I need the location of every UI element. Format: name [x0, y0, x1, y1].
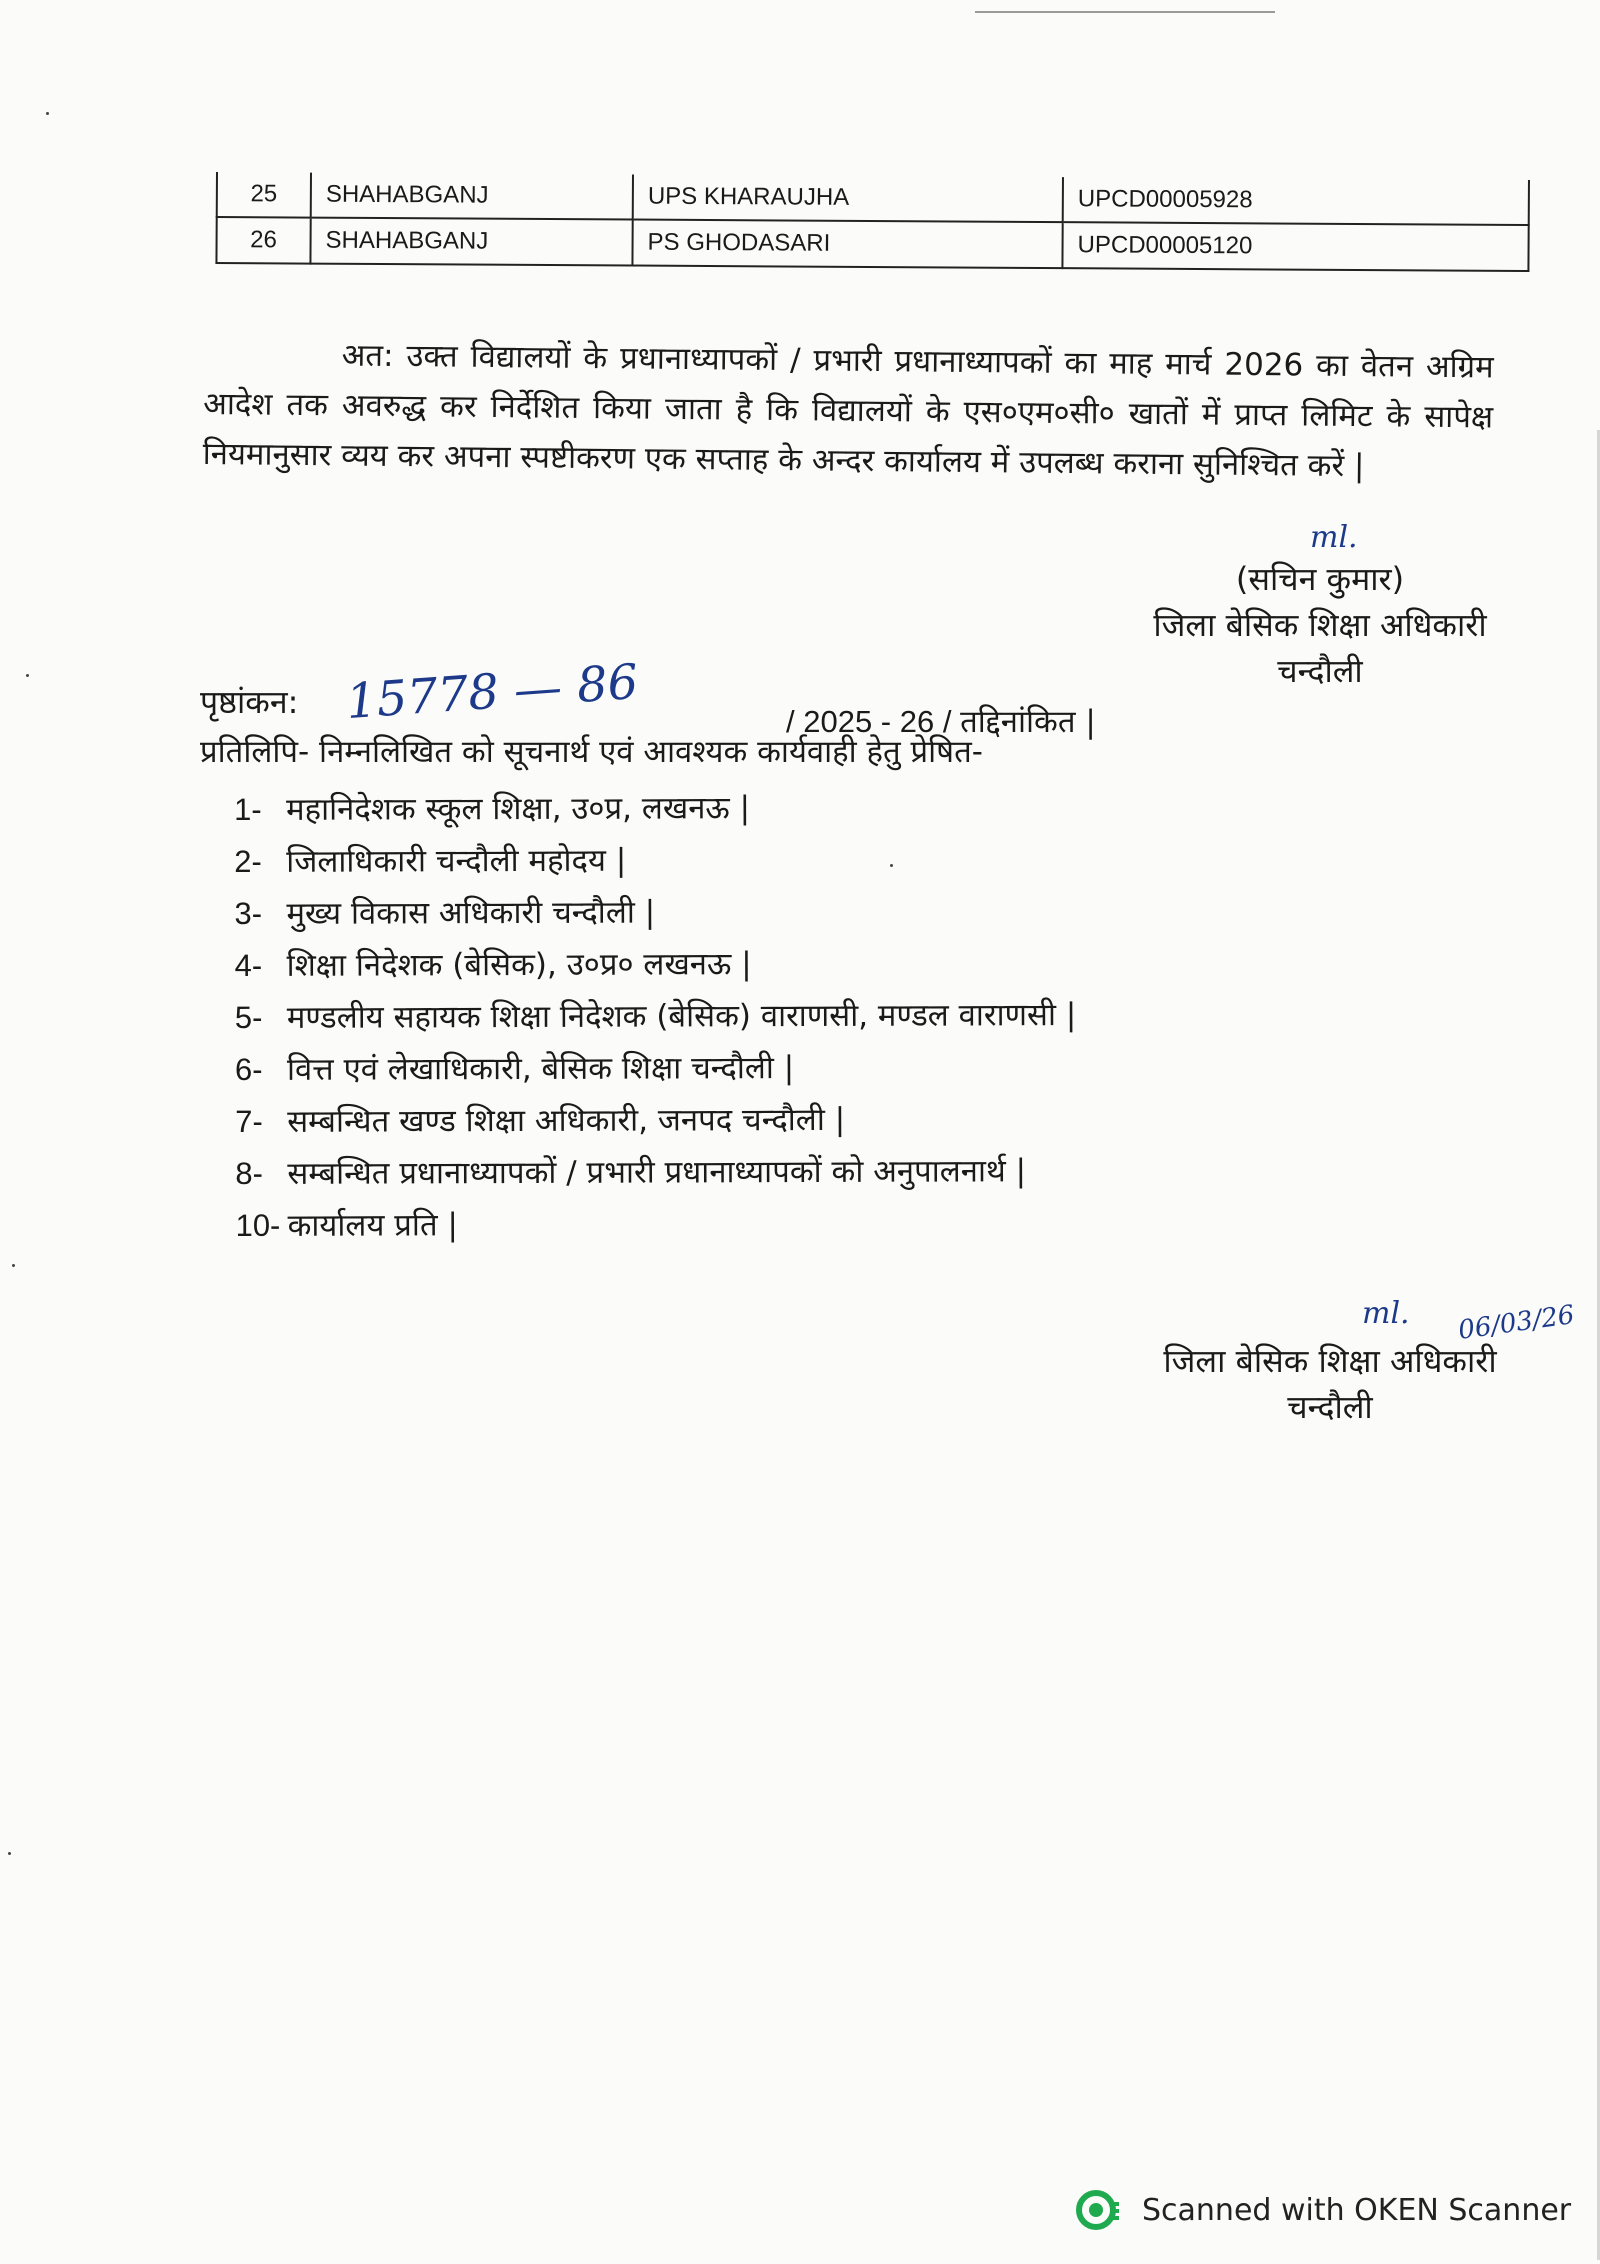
list-number: 6- — [234, 1051, 263, 1087]
list-text: मुख्य विकास अधिकारी चन्दौली | — [286, 894, 656, 932]
list-item — [235, 1093, 1077, 1148]
scan-speck — [26, 674, 29, 677]
scan-artifact-line — [975, 11, 1275, 13]
list-text: महानिदेशक स्कूल शिक्षा, उ०प्र, लखनऊ | — [286, 790, 751, 828]
school-cell: UPS KHARAUJHA — [633, 175, 1063, 223]
serial-cell: 26 — [216, 217, 310, 264]
list-item — [234, 885, 1076, 940]
list-number: 1- — [234, 791, 262, 827]
list-text: जिलाधिकारी चन्दौली महोदय | — [286, 842, 627, 880]
list-item — [235, 937, 1077, 992]
list-item — [235, 1041, 1077, 1096]
signature-block — [1120, 556, 1520, 694]
scan-speck — [8, 1852, 11, 1855]
officer-place: चन्दौली — [1277, 652, 1363, 690]
block-cell: SHAHABGANJ — [311, 173, 633, 220]
handwritten-date: 06/03/26 — [1456, 1300, 1577, 1346]
list-item — [235, 1197, 1077, 1252]
list-item — [234, 781, 1076, 836]
signature-block — [1130, 1338, 1530, 1430]
scanner-watermark-text: Scanned with OKEN Scanner — [1142, 2192, 1572, 2228]
school-cell: PS GHODASARI — [632, 220, 1062, 269]
officer-place: चन्दौली — [1287, 1388, 1373, 1426]
list-item — [234, 833, 1076, 888]
list-number: 4- — [234, 947, 263, 983]
officer-name: (सचिन कुमार) — [1235, 560, 1405, 598]
signature-initials: ml. — [1310, 520, 1358, 555]
scan-speck — [12, 1264, 15, 1267]
handwritten-reference-number: 15778 — 86 — [344, 653, 640, 731]
list-text: सम्बन्धित खण्ड शिक्षा अधिकारी, जनपद चन्दौली | — [287, 1101, 846, 1140]
order-paragraph: अत: उक्त विद्यालयों के प्रधानाध्यापकों / प्रभारी प्रधानाध्यापकों का माह मार्च 2026 का वेतन अग्रिम आदेश तक अवरुद्ध कर निर्देशित किया जाता है कि विद्यालयों के एस०एम०सी० खातों में प्राप्त लिमिट के सापेक्ष नियमानुसार व्यय कर अपना स्पष्टीकरण एक सप्ताह के अन्दर कार्यालय में उपलब्ध कराना सुनिश्चित करें | — [202, 337, 1494, 485]
table-row — [217, 172, 1529, 225]
school-table — [215, 172, 1530, 272]
scanner-watermark — [1076, 2188, 1571, 2232]
code-cell: UPCD00005928 — [1063, 177, 1529, 225]
reference-label: पृष्ठांकन: — [200, 683, 299, 721]
officer-designation: जिला बेसिक शिक्षा अधिकारी — [1163, 1342, 1497, 1380]
copy-intro: प्रतिलिपि- निम्नलिखित को सूचनार्थ एवं आवश्यक कार्यवाही हेतु प्रेषित- — [200, 734, 983, 770]
list-number: 3- — [234, 895, 263, 931]
list-number: 5- — [234, 999, 263, 1035]
list-number: 2- — [234, 843, 262, 879]
list-text: शिक्षा निदेशक (बेसिक), उ०प्र० लखनऊ | — [286, 946, 752, 984]
officer-designation: जिला बेसिक शिक्षा अधिकारी — [1153, 606, 1487, 644]
table-row — [216, 217, 1528, 271]
copy-list — [234, 781, 1077, 1252]
list-number: 10- — [235, 1207, 281, 1243]
list-text: कार्यालय प्रति | — [287, 1207, 458, 1244]
reference-year-text: / 2025 - 26 / — [786, 704, 952, 739]
scan-speck — [46, 112, 49, 115]
block-cell: SHAHABGANJ — [310, 218, 632, 266]
list-text: वित्त एवं लेखाधिकारी, बेसिक शिक्षा चन्दौली | — [286, 1050, 795, 1088]
oken-logo-icon — [1076, 2188, 1122, 2232]
list-item — [235, 989, 1077, 1044]
reference-dated: तद्दिनांकित | — [960, 704, 1096, 740]
list-number: 7- — [235, 1103, 263, 1139]
serial-cell: 25 — [217, 172, 311, 218]
list-number: 8- — [235, 1155, 263, 1191]
code-cell: UPCD00005120 — [1062, 222, 1528, 271]
list-item — [235, 1145, 1077, 1200]
signature-initials: ml. — [1362, 1296, 1410, 1331]
list-text: सम्बन्धित प्रधानाध्यापकों / प्रभारी प्रधानाध्यापकों को अनुपालनार्थ | — [287, 1153, 1027, 1192]
list-text: मण्डलीय सहायक शिक्षा निदेशक (बेसिक) वाराणसी, मण्डल वाराणसी | — [286, 997, 1077, 1036]
